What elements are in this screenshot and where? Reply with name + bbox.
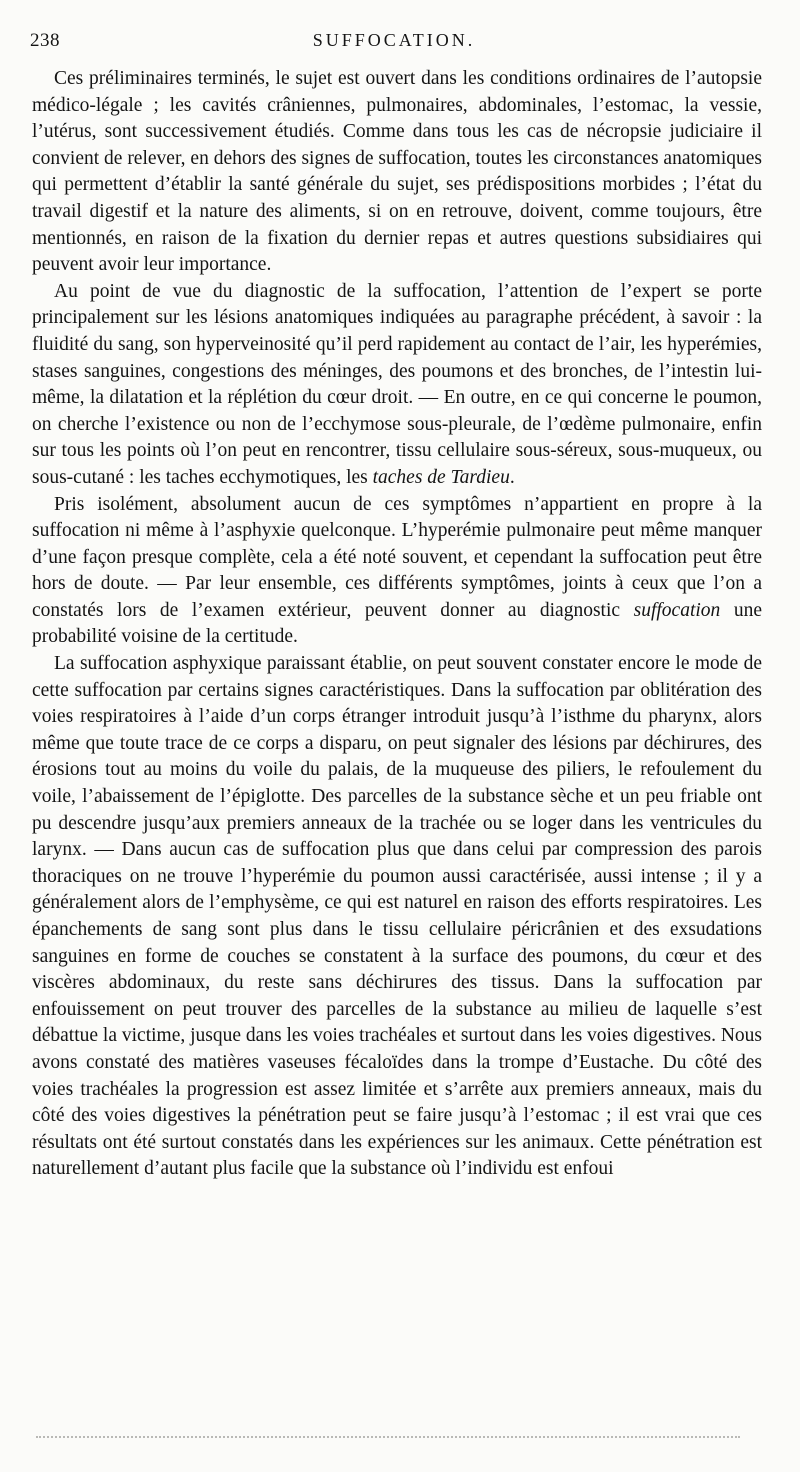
italic-term: suffocation (633, 599, 721, 621)
paragraph-autopsy (32, 66, 762, 279)
paragraph-text: une probabilité voisine de la certitude. (32, 599, 763, 648)
paragraph-text: La suffocation asphyxique paraissant établie, on peut souvent constater encore le mode de cette suffocation par certains signes caractéristiques. Dans la suffocation par oblitération des voies respiratoires à l’aide d’un corps étranger introduit jusqu’à l’isthme du pharynx, alors même que toute trace de ce corps a disparu, on peut signaler des lésions par déchirures, des érosions tout au moins du voile du palais, de la muqueuse des piliers, le refoulement du voile, l’abaissement de l’épiglotte. Des parcelles de la substance sèche et un peu friable ont pu descendre jusqu’aux premiers anneaux de la trachée ou se loger dans les ventricules du larynx. — Dans aucun cas de suffocation plus que dans celui par compression des parois thoraciques on ne trouve l’hyperémie du poumon aussi caractérisée, aussi intense ; il y a généralement alors de l’emphysème, ce qui est naturel en raison des efforts respiratoires. Les épanchements de sang sont plus dans le tissu cellulaire péricrânien et des exsudations sanguines en forme de couches se constatent à la surface des poumons, du cœur et des viscères abdominaux, du reste sans déchirures des tissus. Dans la suffocation par enfouissement on peut trouver des parcelles de la substance au milieu de laquelle s’est débattue la victime, jusque dans les voies trachéales et surtout dans les voies digestives. Nous avons constaté des matières vaseuses fécaloïdes dans la trompe d’Eustache. Du côté des voies trachéales la progression est assez limitée et s’arrête aux premiers anneaux, mais du côté des voies digestives la pénétration peut se faire jusqu’à l’estomac ; il est vrai que ces résultats ont été surtout constatés dans les expériences sur les animaux. Cette pénétration est naturellement d’autant plus facile que la substance où l’individu est enfoui (32, 653, 762, 1180)
paragraph-text: Ces préliminaires terminés, le sujet est ouvert dans les conditions ordinaires de l’autopsie médico-légale ; les cavités crâniennes, pulmonaires, abdominales, l’estomac, la vessie, l’utérus, sont successivement étudiés. Comme dans tous les cas de nécropsie judiciaire il convient de relever, en dehors des signes de suffocation, toutes les circonstances anatomiques qui permettent d’établir la santé générale du sujet, ses prédispositions morbides ; l’état du travail digestif et la nature des aliments, si on en retrouve, doivent, comme toujours, être mentionnés, en raison de la fixation du dernier repas et autres questions subsidiaires qui peuvent avoir leur importance. (32, 68, 762, 276)
paragraph-text: Au point de vue du diagnostic de la suffocation, l’attention de l’expert se porte principalement sur les lésions anatomiques indiquées au paragraphe précédent, à savoir : la fluidité du sang, son hyperveinosité qu’il perd rapidement au contact de l’air, les hyperémies, stases sanguines, congestions des méninges, des poumons et des bronches, de l’intestin lui-même, la dilatation et la réplétion du cœur droit. — En outre, en ce qui concerne le poumon, on cherche l’existence ou non de l’ecchymose sous-pleurale, de l’œdème pulmonaire, enfin sur tous les points où l’on peut en rencontrer, tissu cellulaire sous-séreux, sous-muqueux, ou sous-cutané : les taches ecchymotiques, les (32, 280, 762, 488)
running-title: SUFFOCATION. (312, 30, 476, 50)
paragraph-text: Pris isolément, absolument aucun de ces symptômes n’appartient en propre à la suffocation ni même à l’asphyxie quelconque. L’hyperémie pulmonaire peut même manquer d’une façon presque complète, cela a été noté souvent, et cependant la suffocation peut être hors de doute. — Par leur ensemble, ces différents symptômes, joints à ceux que l’on a constatés lors de l’examen extérieur, peuvent donner au diagnostic (32, 493, 762, 621)
body-text (32, 66, 762, 1183)
paragraph-mode (32, 651, 762, 1183)
page-number: 238 (30, 30, 60, 51)
paragraph-symptoms (32, 492, 762, 652)
paragraph-text: . (509, 466, 515, 488)
paragraph-diagnosis (32, 279, 762, 492)
page-bottom-artifact (36, 1436, 740, 1438)
running-header (30, 30, 758, 56)
italic-term: taches de Tardieu (372, 466, 510, 488)
